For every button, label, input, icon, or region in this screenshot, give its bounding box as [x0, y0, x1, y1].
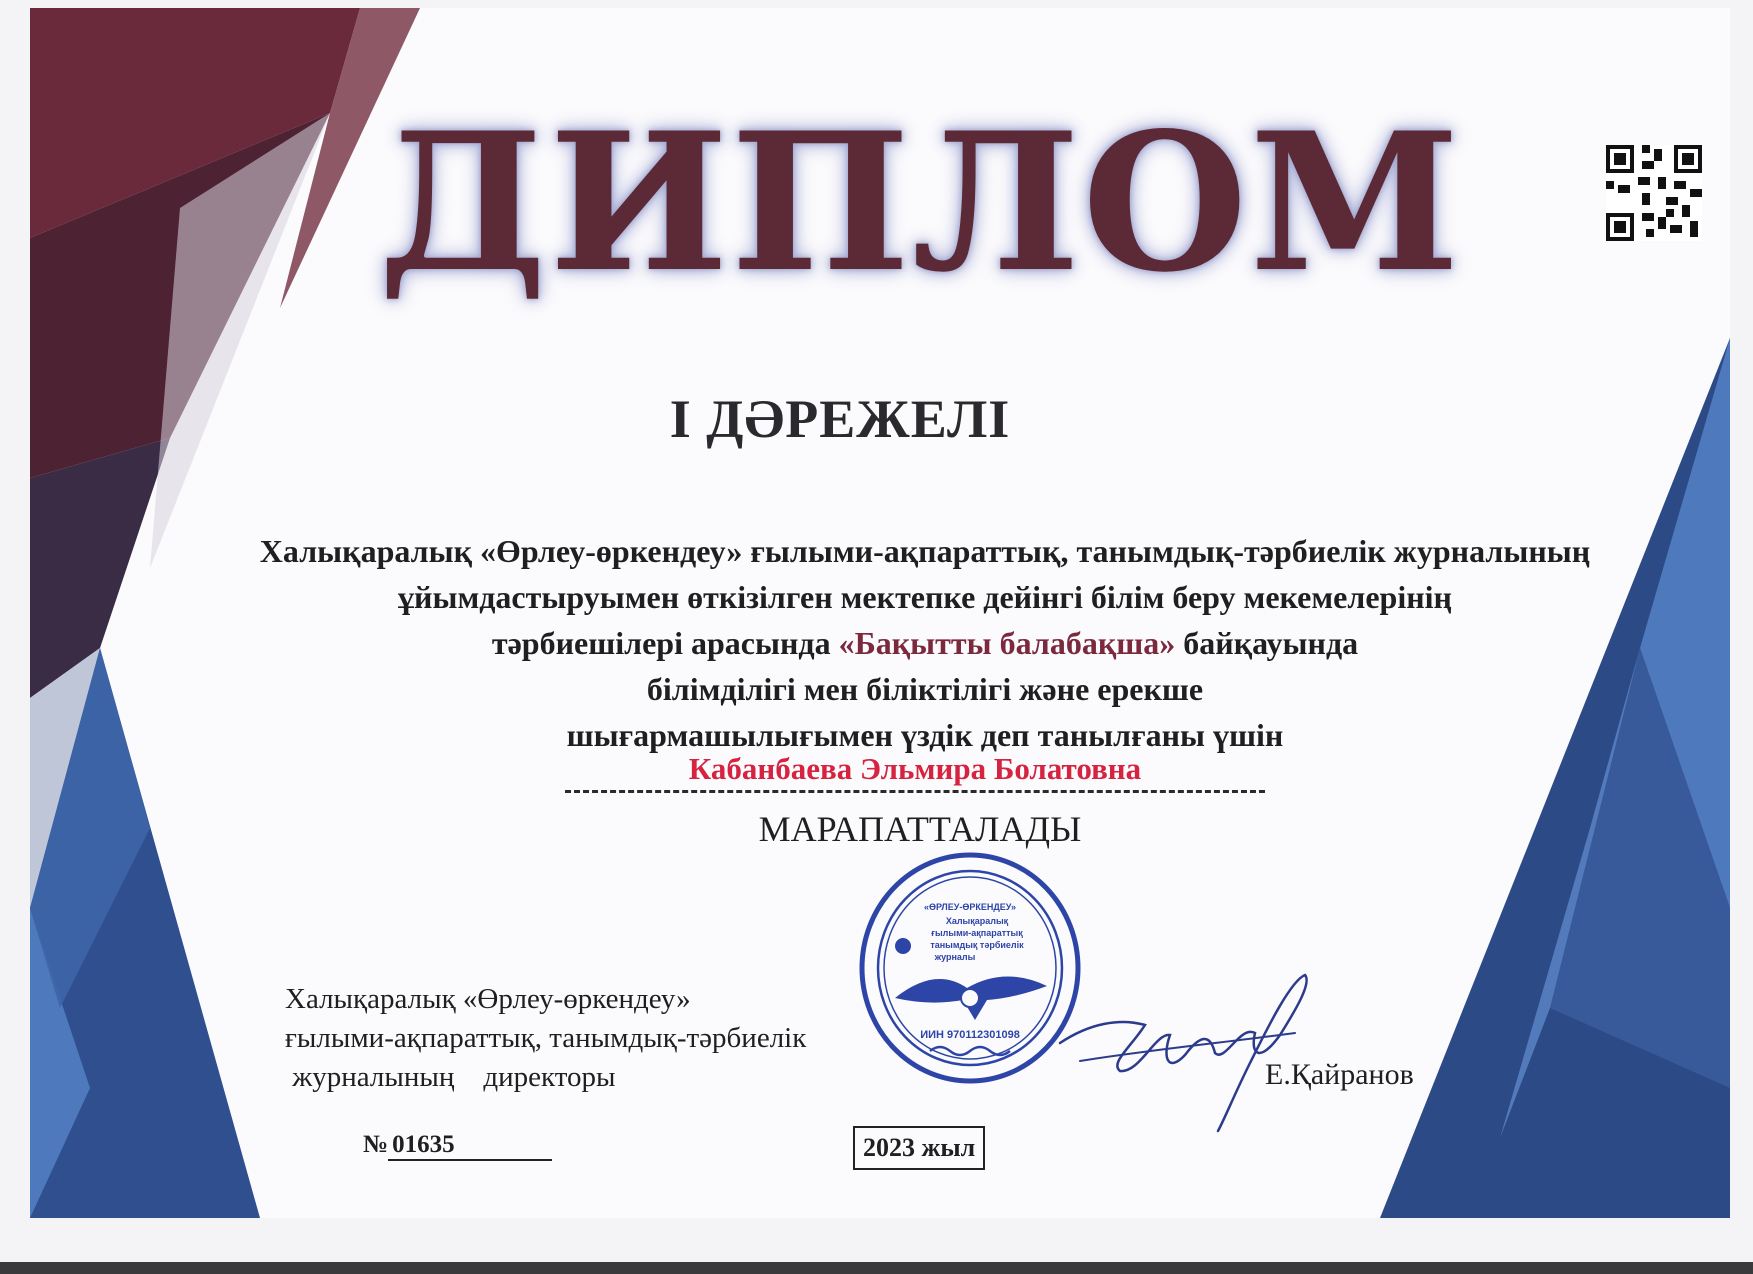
director-line: ғылыми-ақпараттық, танымдық-тәрбиелік [285, 1022, 807, 1054]
director-title [285, 980, 925, 1097]
recipient-name: Кабанбаева Эльмира Болатовна [688, 751, 1142, 786]
description-text: байқауында [1175, 625, 1359, 661]
seal-text: «ӨРЛЕУ-ӨРКЕНДЕУ» [923, 902, 1017, 912]
number-label: № [363, 1131, 389, 1158]
recipient-dashed-line [565, 790, 1265, 793]
description-line: білімділігі мен біліктілігі және ерекше [646, 671, 1204, 707]
awarded-heading: МАРАПАТТАЛАДЫ [758, 809, 1082, 849]
handwritten-signature [1050, 963, 1320, 1133]
signer-name: Е.Қайранов [1265, 1058, 1414, 1091]
issue-year: 2023 жыл [853, 1126, 985, 1170]
description-text: тәрбиешілері арасында [491, 625, 839, 661]
seal-inn: ИИН 970112301098 [920, 1029, 1020, 1041]
diploma-title: ДИПЛОМ [378, 91, 1462, 314]
seal-text: журналы [934, 952, 976, 962]
number-value: 01635 [388, 1131, 552, 1161]
director-line: журналының директоры [285, 1061, 616, 1093]
award-description [160, 528, 1690, 758]
description-line [160, 620, 1690, 666]
contest-name: «Бақытты балабақша» [838, 625, 1176, 661]
director-line: Халықаралық «Өрлеу-өркендеу» [285, 983, 691, 1015]
qr-code [1606, 145, 1702, 241]
description-line: ұйымдастыруымен өткізілген мектепке дейінгі білім беру мекемелерінің [398, 579, 1452, 615]
scan-edge-bar [0, 1262, 1753, 1274]
seal-text: танымдық тәрбиелік [930, 940, 1024, 950]
seal-text: ғылыми-ақпараттық [931, 928, 1023, 938]
seal-text: Халықаралық [945, 916, 1009, 926]
degree-heading: I ДӘРЕЖЕЛІ [669, 389, 1011, 449]
diploma-number [363, 1131, 552, 1161]
description-line: шығармашылығымен үздік деп танылғаны үшін [566, 717, 1284, 753]
diploma-sheet [30, 8, 1730, 1218]
description-line: Халықаралық «Өрлеу-өркендеу» ғылыми-ақпараттық, танымдық-тәрбиелік журналының [259, 533, 1591, 569]
